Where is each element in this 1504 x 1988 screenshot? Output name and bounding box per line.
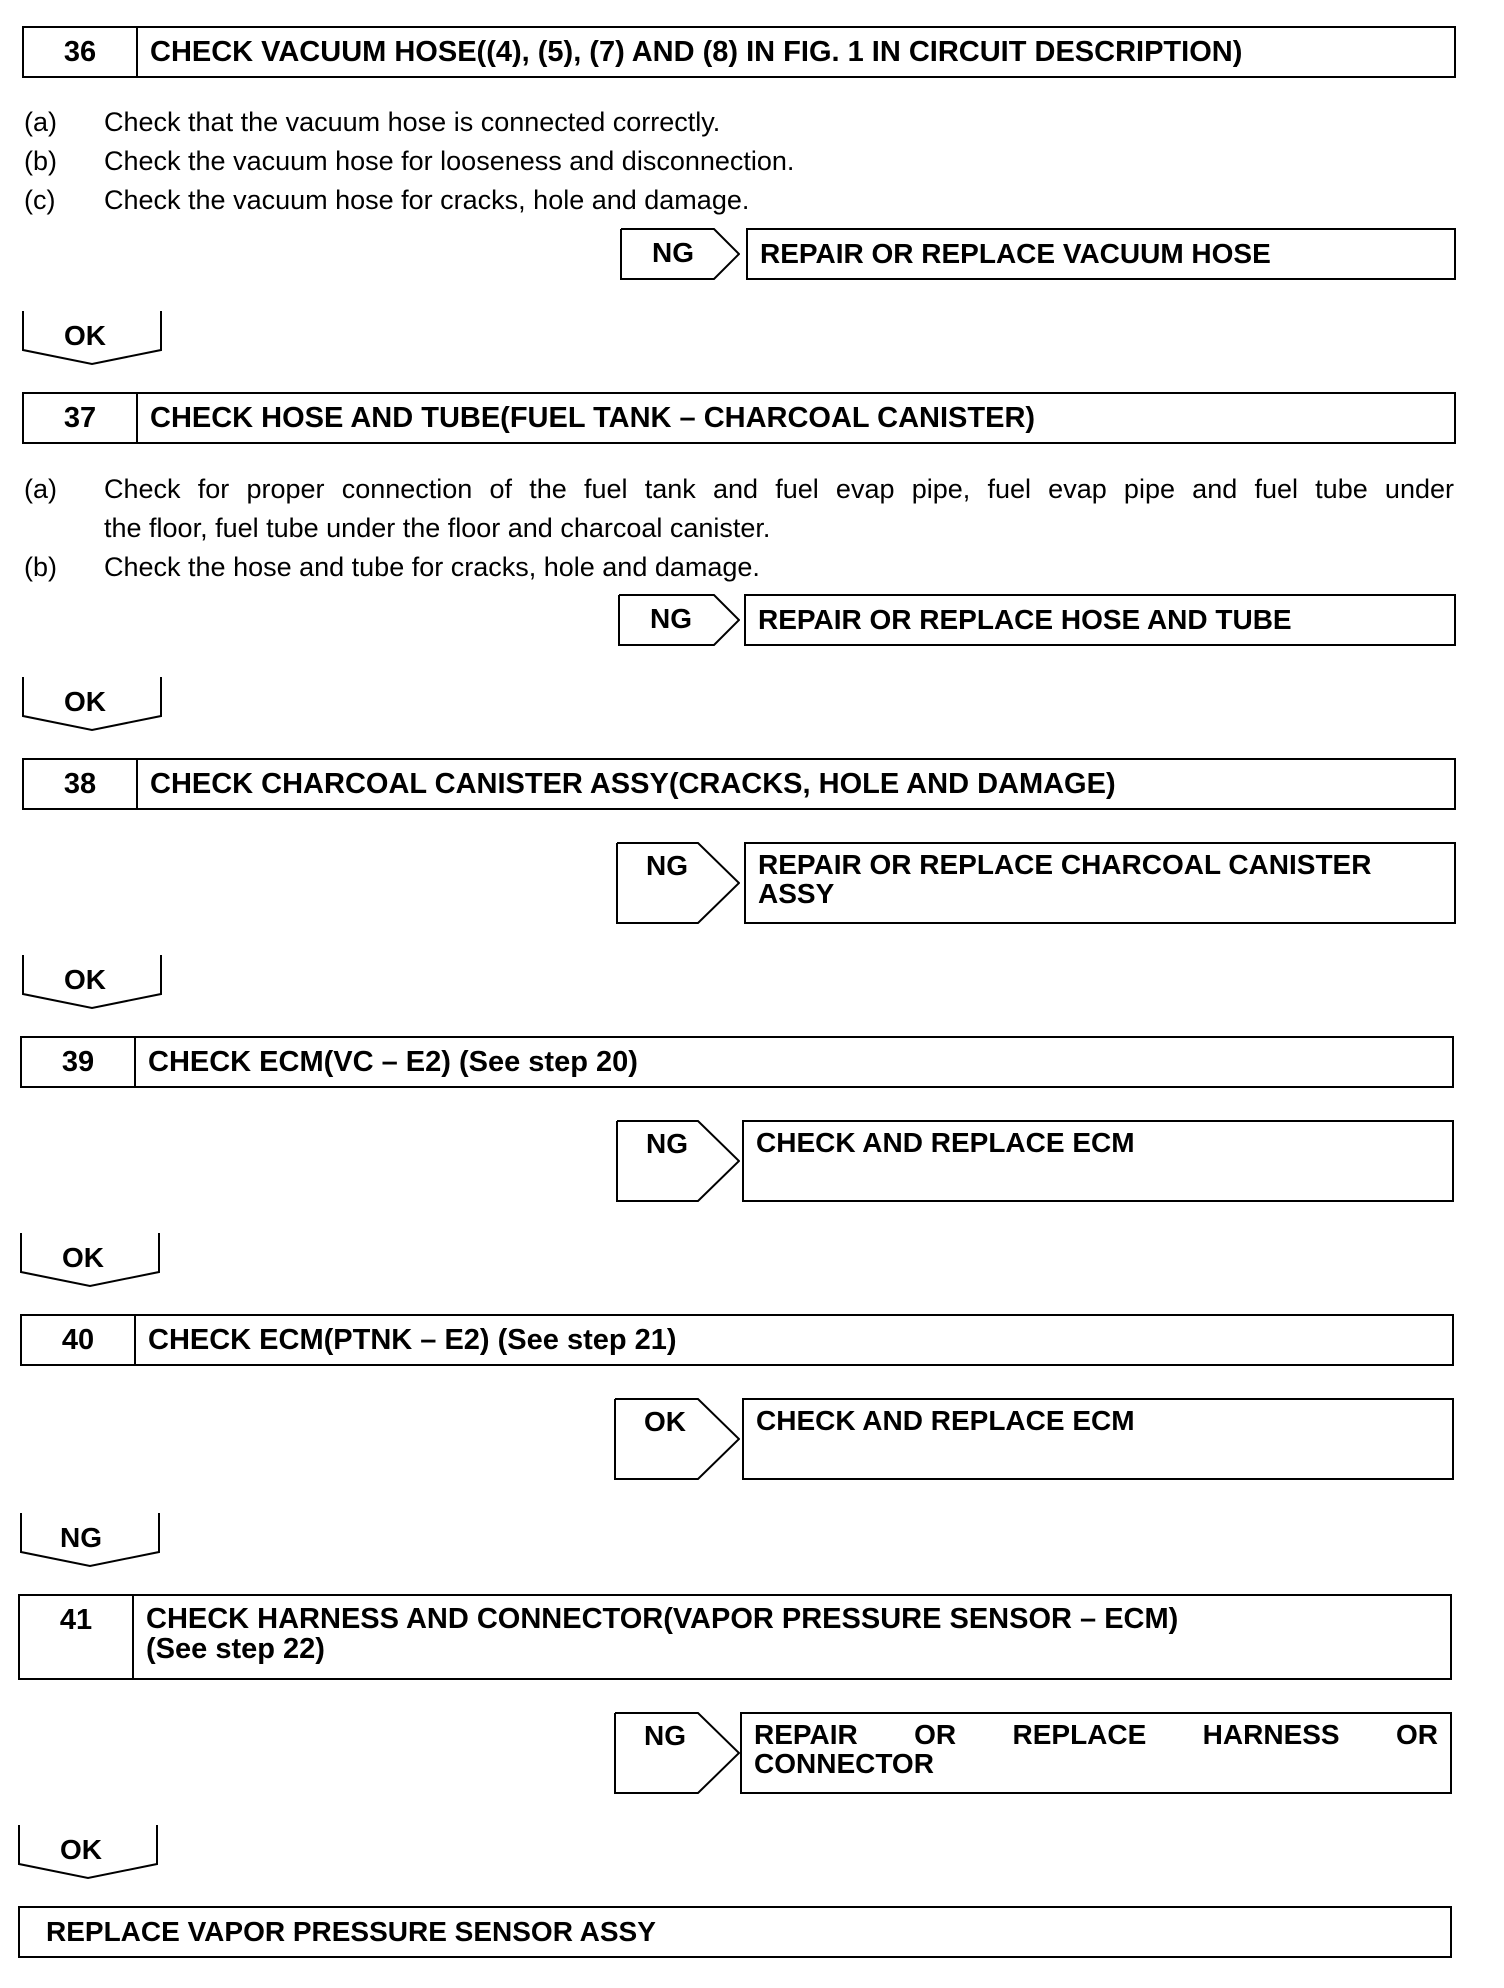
step-36-ng-action: REPAIR OR REPLACE VACUUM HOSE [746, 228, 1456, 280]
branch-label: NG [652, 237, 694, 268]
continue-label: OK [64, 964, 106, 995]
step-38-header [22, 758, 1456, 810]
list-item: (b) Check the hose and tube for cracks, hole and damage. [24, 552, 760, 582]
final-action-box: REPLACE VAPOR PRESSURE SENSOR ASSY [18, 1906, 1452, 1958]
step-40-ok-branch [614, 1398, 740, 1480]
branch-label: NG [646, 1128, 688, 1159]
continue-label: OK [64, 686, 106, 717]
title-line: (See step 22) [146, 1633, 325, 1666]
step-title: CHECK VACUUM HOSE((4), (5), (7) AND (8) IN FIG. 1 IN CIRCUIT DESCRIPTION) [150, 35, 1243, 68]
step-number: 38 [24, 760, 138, 808]
step-39-header [20, 1036, 1454, 1088]
step-title: CHECK CHARCOAL CANISTER ASSY(CRACKS, HOLE AND DAMAGE) [150, 767, 1116, 800]
step-36-ng-branch [620, 228, 740, 280]
action-line: ASSY [758, 878, 835, 910]
step-number: 37 [24, 394, 138, 442]
step-41-continue [18, 1824, 158, 1880]
step-number: 36 [24, 28, 138, 76]
step-38-continue [22, 954, 162, 1010]
continue-label: NG [60, 1522, 102, 1553]
list-item: (a) Check for proper connection of the fuel tank and fuel evap pipe, fuel evap pipe and fuel tube under the floor, fuel tube under the floor and charcoal canister. [24, 474, 1454, 543]
action-line: REPAIR OR REPLACE CHARCOAL CANISTER [758, 849, 1372, 880]
branch-label: NG [646, 850, 688, 881]
branch-label: NG [650, 603, 692, 634]
step-39-continue [20, 1232, 160, 1288]
action-line: REPAIR OR REPLACE HARNESS OR [754, 1719, 1438, 1750]
step-36-header [22, 26, 1456, 78]
list-item: (b) Check the vacuum hose for looseness and disconnection. [24, 146, 795, 176]
step-37-checklist [24, 470, 1454, 587]
step-37-ng-branch [618, 594, 740, 646]
step-40-header [20, 1314, 1454, 1366]
step-title: CHECK ECM(VC – E2) (See step 20) [148, 1045, 638, 1078]
step-39-ng-branch [616, 1120, 740, 1202]
step-title [134, 1596, 1190, 1678]
branch-label: NG [644, 1720, 686, 1751]
continue-label: OK [62, 1242, 104, 1273]
step-41-ng-action [740, 1712, 1452, 1794]
step-41-ng-branch [614, 1712, 740, 1794]
step-38-ng-branch [616, 842, 740, 924]
step-37-ng-action: REPAIR OR REPLACE HOSE AND TUBE [744, 594, 1456, 646]
step-title: CHECK ECM(PTNK – E2) (See step 21) [148, 1323, 677, 1356]
step-38-ng-action [744, 842, 1456, 924]
step-40-ok-action: CHECK AND REPLACE ECM [742, 1398, 1454, 1480]
step-40-continue [20, 1512, 160, 1568]
step-37-continue [22, 676, 162, 732]
step-36-checklist [24, 103, 1454, 220]
continue-label: OK [64, 320, 106, 351]
list-item: (c) Check the vacuum hose for cracks, hole and damage. [24, 185, 750, 215]
continue-label: OK [60, 1834, 102, 1865]
list-item: (a) Check that the vacuum hose is connected correctly. [24, 107, 721, 137]
title-line: CHECK HARNESS AND CONNECTOR(VAPOR PRESSURE SENSOR – ECM) [146, 1603, 1179, 1635]
branch-label: OK [644, 1406, 686, 1437]
step-36-continue [22, 310, 162, 366]
step-37-header [22, 392, 1456, 444]
action-line: CONNECTOR [754, 1748, 934, 1780]
step-title: CHECK HOSE AND TUBE(FUEL TANK – CHARCOAL CANISTER) [150, 401, 1036, 434]
step-number: 40 [22, 1316, 136, 1364]
step-39-ng-action: CHECK AND REPLACE ECM [742, 1120, 1454, 1202]
step-number: 41 [20, 1596, 134, 1678]
step-number: 39 [22, 1038, 136, 1086]
step-41-header [18, 1594, 1452, 1680]
